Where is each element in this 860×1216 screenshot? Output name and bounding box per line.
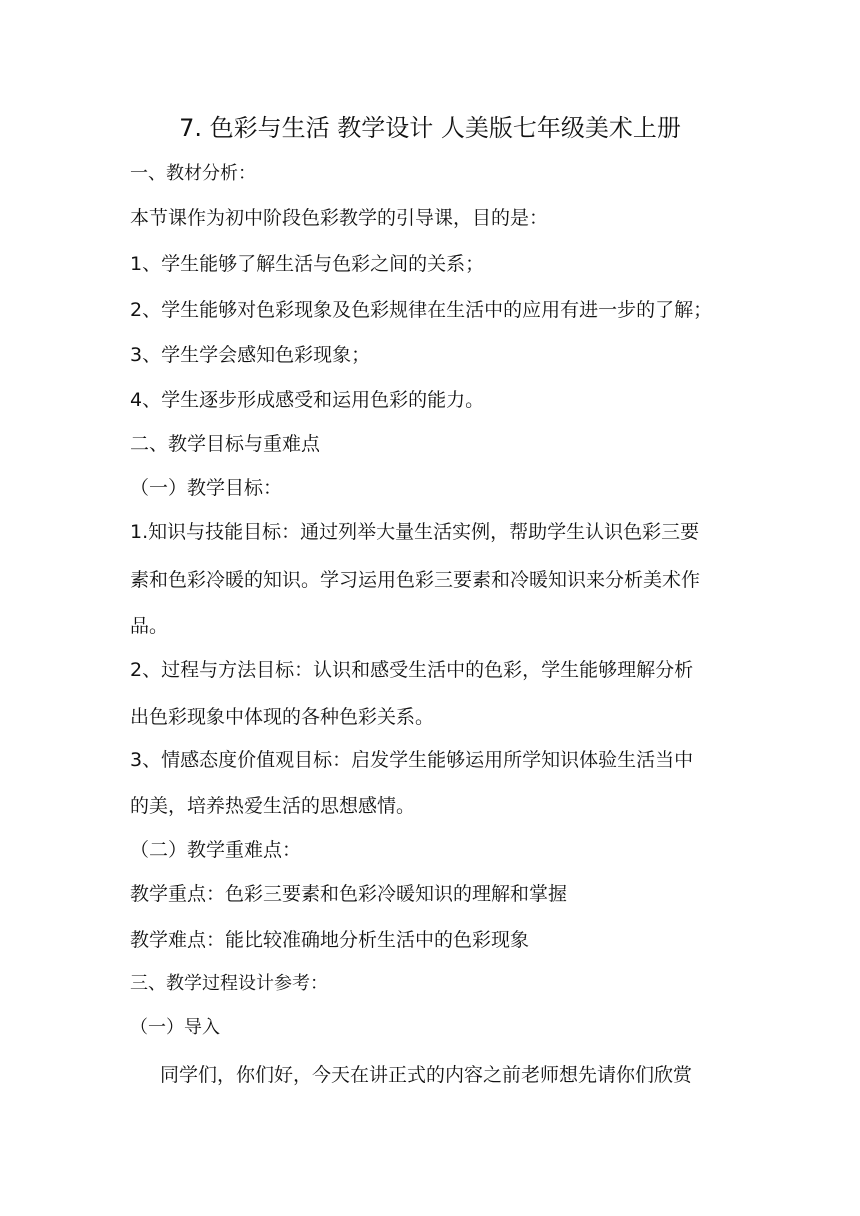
subsection-heading: （一）教学目标： — [130, 477, 283, 499]
list-item: 3、学生学会感知色彩现象； — [130, 344, 371, 366]
paragraph-line: 1.知识与技能目标：通过列举大量生活实例，帮助学生认识色彩三要 — [130, 521, 700, 543]
list-item: 2、学生能够对色彩现象及色彩规律在生活中的应用有进一步的了解； — [130, 299, 713, 321]
subsection-heading: （二）教学重难点： — [130, 839, 302, 861]
subsection-heading: （一）导入 — [130, 1017, 220, 1038]
paragraph-line: 同学们，你们好，今天在讲正式的内容之前老师想先请你们欣赏 — [160, 1064, 693, 1086]
paragraph-line: 的美，培养热爱生活的思想感情。 — [130, 795, 416, 817]
paragraph-line: 品。 — [130, 615, 169, 637]
paragraph-line: 素和色彩冷暖的知识。学习运用色彩三要素和冷暖知识来分析美术作 — [130, 569, 701, 591]
paragraph-line: 出色彩现象中体现的各种色彩关系。 — [130, 706, 435, 728]
document-title: 7. 色彩与生活 教学设计 人美版七年级美术上册 — [179, 114, 681, 142]
list-item: 4、学生逐步形成感受和运用色彩的能力。 — [130, 389, 485, 411]
paragraph-line: 3、情感态度价值观目标：启发学生能够运用所学知识体验生活当中 — [130, 749, 694, 771]
section-heading-1: 一、教材分析： — [130, 163, 256, 184]
paragraph-line: 本节课作为初中阶段色彩教学的引导课，目的是： — [130, 207, 549, 229]
paragraph-line: 2、过程与方法目标：认识和感受生活中的色彩，学生能够理解分析 — [130, 659, 694, 681]
list-item: 1、学生能够了解生活与色彩之间的关系； — [130, 253, 485, 275]
section-heading-3: 三、教学过程设计参考： — [130, 973, 328, 994]
paragraph-line: 教学难点：能比较准确地分析生活中的色彩现象 — [130, 929, 530, 951]
paragraph-line: 教学重点：色彩三要素和色彩冷暖知识的理解和掌握 — [130, 883, 568, 905]
section-heading-2: 二、教学目标与重难点 — [130, 433, 321, 455]
